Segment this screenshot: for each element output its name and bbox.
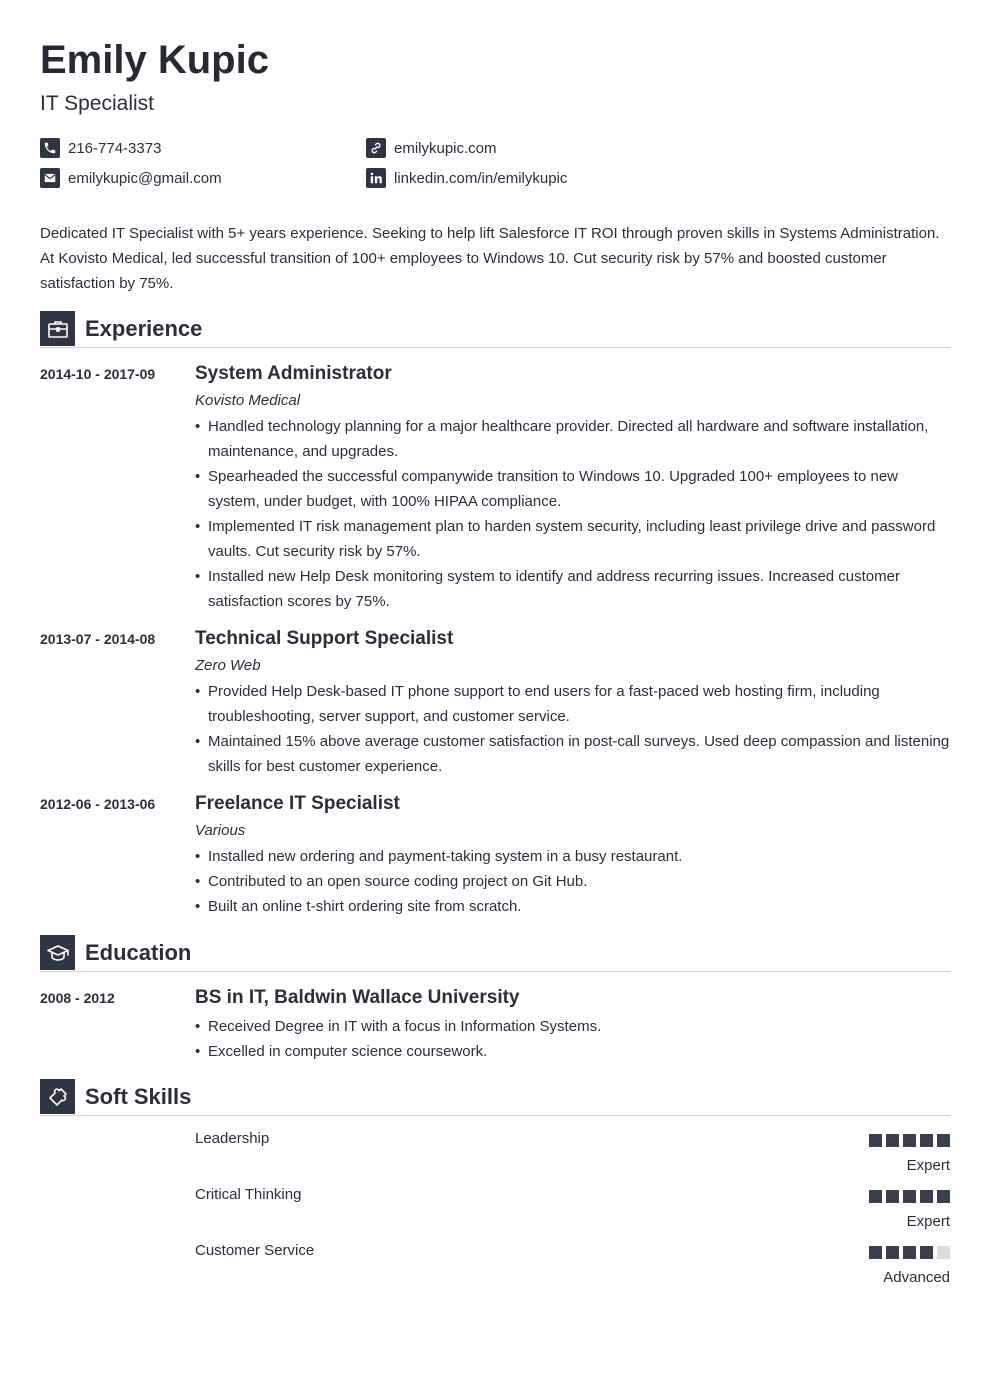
website-link[interactable]: emilykupic.com [394,139,497,157]
education-bullets [195,1014,950,1064]
skill-level: Advanced [883,1269,950,1286]
job-bullet: • Implemented IT risk management plan to harden system security, including least privilege drive and password vaults. Cut security risk by 57%. [195,514,950,564]
education-bullet: • Received Degree in IT with a focus in Information Systems. [195,1014,950,1039]
job-bullet: • Built an online t-shirt ordering site from scratch. [195,894,950,919]
rating-square-filled [903,1246,916,1259]
skill-name: Customer Service [195,1242,315,1259]
education-bullet: • Excelled in computer science coursework. [195,1039,950,1064]
rating-square-filled [937,1190,950,1203]
job-bullet: • Handled technology planning for a major healthcare provider. Directed all hardware and software installation, maintenance, and upgrades. [195,414,950,464]
job-bullet: • Provided Help Desk-based IT phone support to end users for a fast-paced web hosting firm, including troubleshooting, server support, and customer service. [195,679,950,729]
education-dates: 2008 - 2012 [40,990,115,1006]
rating-square-filled [869,1134,882,1147]
job-company: Zero Web [195,657,261,674]
rating-square-empty [937,1246,950,1259]
phone-icon [40,138,60,158]
rating-square-filled [920,1246,933,1259]
skill-row [40,1130,950,1180]
rating-square-filled [903,1190,916,1203]
rating-square-filled [920,1134,933,1147]
job-bullet: • Spearheaded the successful companywide transition to Windows 10. Upgraded 100+ employees to new system, under budget, with 100% HIPAA compliance. [195,464,950,514]
candidate-title: IT Specialist [40,92,154,115]
job-bullets [195,679,950,779]
skill-level: Expert [906,1213,950,1230]
profile-summary: Dedicated IT Specialist with 5+ years experience. Seeking to help lift Salesforce IT ROI through proven skills in Systems Administration. At Kovisto Medical, led successful transition of 100+ employees to Windows 10. Cut security risk by 57% and boosted customer satisfaction by 75%. [40,225,940,292]
education-section-header [40,935,950,972]
rating-square-filled [886,1134,899,1147]
education-degree: BS in IT, Baldwin Wallace University [195,987,520,1008]
job-bullets [195,844,950,919]
skill-rating [869,1246,950,1259]
rating-square-filled [869,1190,882,1203]
job-bullets [195,414,950,614]
job-role: Freelance IT Specialist [195,793,400,814]
linkedin-icon [366,168,386,188]
contact-phone[interactable] [40,138,161,158]
education-heading: Education [85,940,192,965]
rating-square-filled [920,1190,933,1203]
job-dates: 2013-07 - 2014-08 [40,631,156,647]
skill-level: Expert [906,1157,950,1174]
job-dates: 2014-10 - 2017-09 [40,366,156,382]
job-bullet: • Maintained 15% above average customer satisfaction in post-call surveys. Used deep compassion and listening skills for best customer experience. [195,729,950,779]
briefcase-icon [40,311,75,346]
graduation-cap-icon [40,935,75,970]
job-dates: 2012-06 - 2013-06 [40,796,156,812]
skill-name: Critical Thinking [195,1186,302,1203]
job-bullet: • Installed new ordering and payment-taking system in a busy restaurant. [195,844,950,869]
candidate-name: Emily Kupic [40,38,269,82]
skill-row [40,1186,950,1236]
phone-text: 216-774-3373 [68,139,162,157]
puzzle-icon [40,1079,75,1114]
job-company: Kovisto Medical [195,392,301,409]
job-company: Various [195,822,246,839]
job-role: Technical Support Specialist [195,628,454,649]
rating-square-filled [886,1190,899,1203]
job-bullet: • Installed new Help Desk monitoring system to identify and address recurring issues. Increased customer satisfaction scores by 75%. [195,564,950,614]
skill-row [40,1242,950,1292]
rating-square-filled [903,1134,916,1147]
experience-section-header [40,311,950,348]
job-bullet: • Contributed to an open source coding project on Git Hub. [195,869,950,894]
experience-heading: Experience [85,316,203,341]
contact-email[interactable] [40,168,222,188]
rating-square-filled [869,1246,882,1259]
skill-rating [869,1134,950,1147]
email-link[interactable]: emilykupic@gmail.com [68,169,222,187]
linkedin-link[interactable]: linkedin.com/in/emilykupic [394,169,568,187]
envelope-icon [40,168,60,188]
contact-linkedin[interactable] [366,168,567,188]
rating-square-filled [886,1246,899,1259]
skill-name: Leadership [195,1130,270,1147]
link-icon [366,138,386,158]
soft-skills-heading: Soft Skills [85,1084,192,1109]
contact-website[interactable] [366,138,497,158]
job-role: System Administrator [195,363,392,384]
soft-skills-section-header [40,1079,950,1116]
rating-square-filled [937,1134,950,1147]
skill-rating [869,1190,950,1203]
